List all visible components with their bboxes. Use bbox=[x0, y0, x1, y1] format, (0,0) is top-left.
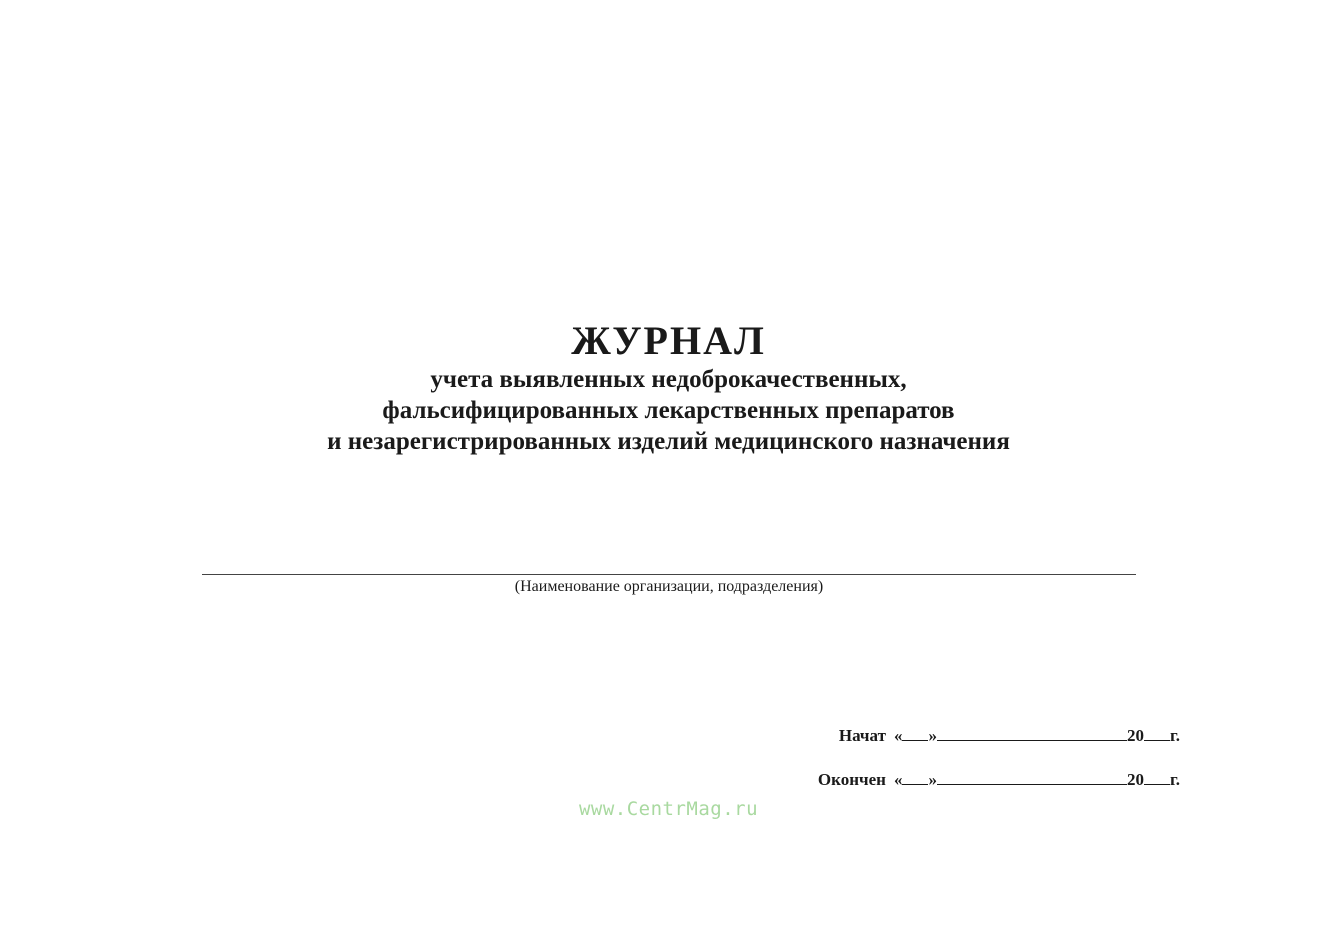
end-close-quote: » bbox=[928, 770, 937, 789]
watermark-text: www.CentrMag.ru bbox=[578, 798, 759, 820]
start-date-label: Начат bbox=[838, 726, 886, 745]
start-year-prefix: 20 bbox=[1126, 726, 1144, 745]
start-day-blank bbox=[902, 726, 928, 741]
subtitle-line-2: фальсифицированных лекарственных препаратов bbox=[382, 397, 955, 424]
end-year-suffix: г. bbox=[1169, 770, 1180, 789]
organization-caption: (Наименование организации, подразделения) bbox=[514, 578, 824, 595]
start-date-row bbox=[839, 725, 1180, 747]
title-block bbox=[0, 318, 1337, 457]
end-date-row bbox=[818, 769, 1180, 791]
end-year-prefix: 20 bbox=[1126, 770, 1144, 789]
subtitle-line-1: учета выявленных недоброкачественных, bbox=[430, 366, 907, 393]
end-month-blank bbox=[937, 770, 1127, 785]
start-year-suffix: г. bbox=[1169, 726, 1180, 745]
start-close-quote: » bbox=[928, 726, 937, 745]
start-open-quote: « bbox=[893, 726, 903, 745]
end-date-label: Окончен bbox=[817, 770, 886, 789]
document-title: ЖУРНАЛ bbox=[571, 318, 766, 363]
subtitle-line-3: и незарегистрированных изделий медицинского назначения bbox=[327, 428, 1010, 455]
end-day-blank bbox=[902, 770, 928, 785]
start-month-blank bbox=[937, 726, 1127, 741]
end-year-blank bbox=[1144, 770, 1170, 785]
organization-name-line bbox=[202, 574, 1136, 575]
end-open-quote: « bbox=[893, 770, 903, 789]
start-year-blank bbox=[1144, 726, 1170, 741]
